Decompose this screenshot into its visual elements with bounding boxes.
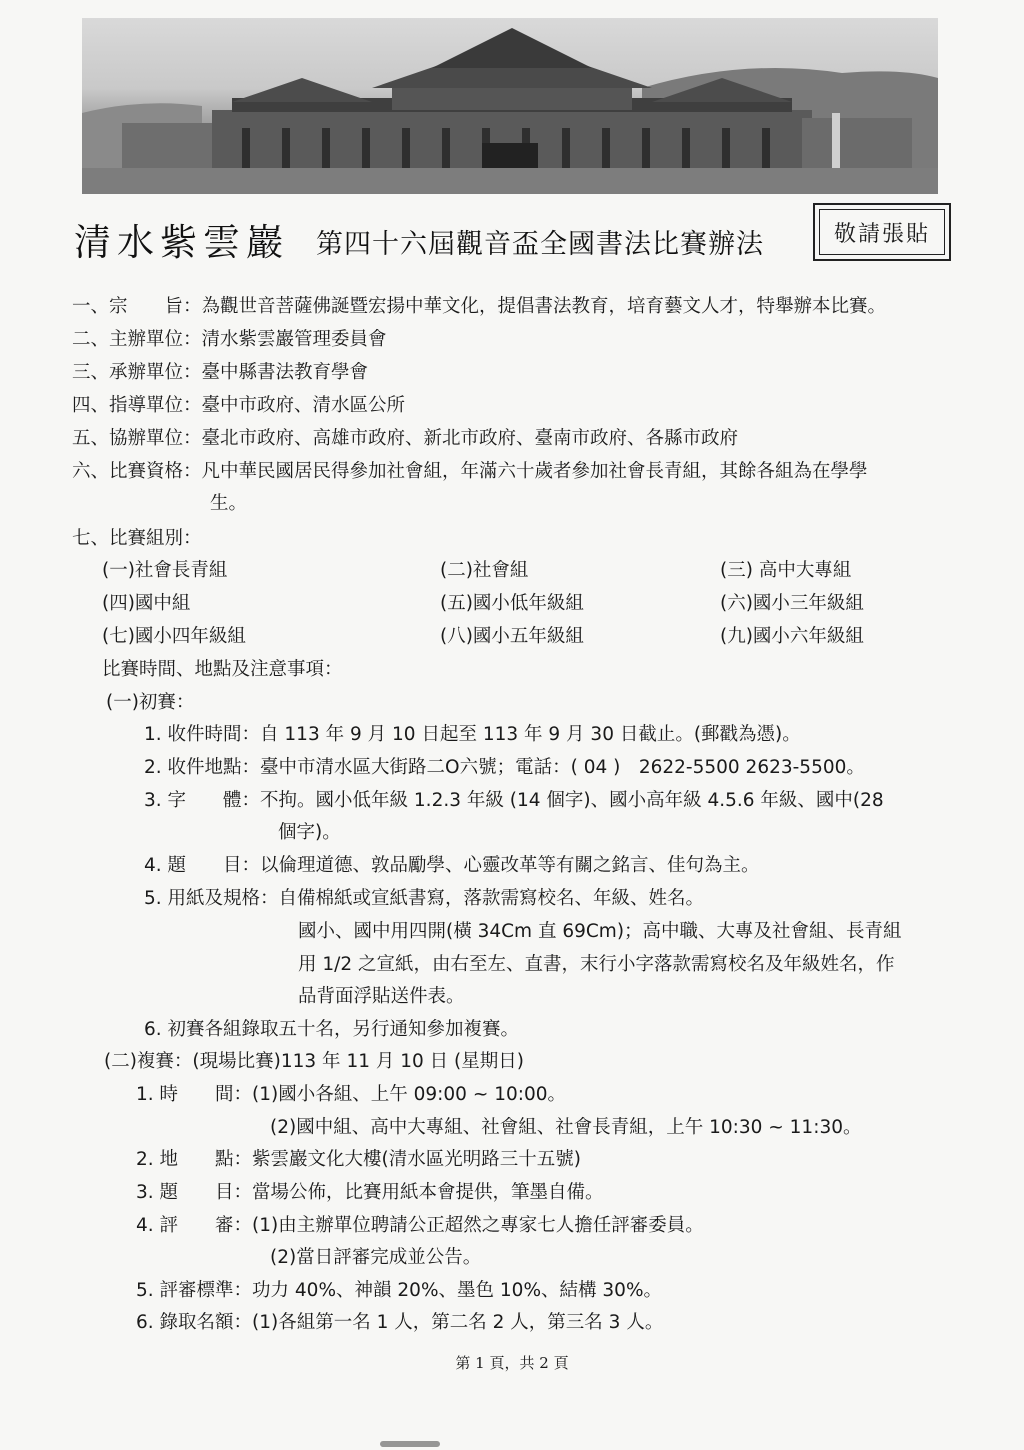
- line-groups-heading: 七、比賽組別：: [72, 528, 202, 549]
- group-item: (四)國中組: [102, 593, 191, 614]
- line-eligibility-cont: 生。: [210, 493, 248, 514]
- line-prelim-5-cont1: 國小、國中用四開(橫 34Cm 直 69Cm)；高中職、大專及社會組、長青組: [298, 921, 902, 942]
- notice-stamp: [813, 203, 951, 261]
- group-item: (三) 高中大專組: [720, 560, 852, 581]
- line-preliminary-heading: (一)初賽：: [106, 692, 195, 713]
- line-executor: 三、承辦單位：臺中縣書法教育學會: [72, 362, 369, 383]
- line-final-heading: (二)複賽：(現場比賽)113 年 11 月 10 日 (星期日): [104, 1051, 524, 1072]
- group-item: (一)社會長青組: [102, 560, 228, 581]
- line-prelim-4: 4. 題 目：以倫理道德、敦品勵學、心靈改革等有關之銘言、佳句為主。: [144, 855, 760, 876]
- line-final-5: 5. 評審標準：功力 40%、神韻 20%、墨色 10%、結構 30%。: [136, 1280, 663, 1301]
- group-item: (九)國小六年級組: [720, 626, 864, 647]
- line-final-4: 4. 評 審：(1)由主辦單位聘請公正超然之專家七人擔任評審委員。: [136, 1215, 704, 1236]
- line-prelim-5-cont2: 用 1/2 之宣紙，由右至左、直書，末行小字落款需寫校名及年級姓名，作: [298, 954, 895, 975]
- temple-photo: [82, 18, 938, 194]
- line-purpose: 一、宗 旨：為觀世音菩薩佛誕暨宏揚中華文化，提倡書法教育，培育藝文人才，特舉辦本比賽。: [72, 296, 887, 317]
- line-final-6: 6. 錄取名額：(1)各組第一名 1 人，第二名 2 人，第三名 3 人。: [136, 1312, 664, 1333]
- line-schedule-heading: 比賽時間、地點及注意事項：: [102, 659, 343, 680]
- group-item: (八)國小五年級組: [440, 626, 584, 647]
- line-guidance: 四、指導單位：臺中市政府、清水區公所: [72, 395, 406, 416]
- group-item: (六)國小三年級組: [720, 593, 864, 614]
- line-prelim-5-cont3: 品背面浮貼送件表。: [298, 986, 465, 1007]
- line-co-organizers: 五、協辦單位：臺北市政府、高雄市政府、新北市政府、臺南市政府、各縣市政府: [72, 428, 739, 449]
- line-prelim-3-cont: 個字)。: [278, 822, 341, 843]
- line-final-3: 3. 題 目：當場公佈，比賽用紙本會提供，筆墨自備。: [136, 1182, 604, 1203]
- line-final-1-cont: (2)國中組、高中大專組、社會組、社會長青組，上午 10:30 ~ 11:30。: [270, 1117, 862, 1138]
- stamp-label: 敬請張貼: [819, 209, 945, 255]
- line-final-1: 1. 時 間：(1)國小各組、上午 09:00 ~ 10:00。: [136, 1084, 567, 1105]
- line-prelim-3: 3. 字 體：不拘。國小低年級 1.2.3 年級 (14 個字)、國小高年級 4.5.6 年級、國中(28: [144, 790, 884, 811]
- line-prelim-1: 1. 收件時間：自 113 年 9 月 10 日起至 113 年 9 月 30 日截止。(郵戳為憑)。: [144, 724, 801, 745]
- line-prelim-5: 5. 用紙及規格：自備棉紙或宣紙書寫，落款需寫校名、年級、姓名。: [144, 888, 705, 909]
- line-final-2: 2. 地 點：紫雲巖文化大樓(清水區光明路三十五號): [136, 1149, 581, 1170]
- group-item: (二)社會組: [440, 560, 529, 581]
- group-item: (七)國小四年級組: [102, 626, 246, 647]
- line-prelim-6: 6. 初賽各組錄取五十名，另行通知參加複賽。: [144, 1019, 520, 1040]
- page-footer: 第 1 頁，共 2 頁: [455, 1354, 569, 1372]
- document-title: 清水紫雲巖: [74, 221, 289, 264]
- line-eligibility: 六、比賽資格：凡中華民國居民得參加社會組，年滿六十歲者參加社會長青組，其餘各組為在學學: [72, 461, 868, 482]
- scan-mark: [380, 1441, 440, 1447]
- line-organizer: 二、主辦單位：清水紫雲巖管理委員會: [72, 329, 387, 350]
- document-subtitle: 第四十六屆觀音盃全國書法比賽辦法: [316, 229, 764, 260]
- line-prelim-2: 2. 收件地點：臺中市清水區大街路二O六號；電話：( 04 ) 2622-5500 2623-5500。: [144, 757, 865, 778]
- line-final-4-cont: (2)當日評審完成並公告。: [270, 1247, 482, 1268]
- group-item: (五)國小低年級組: [440, 593, 584, 614]
